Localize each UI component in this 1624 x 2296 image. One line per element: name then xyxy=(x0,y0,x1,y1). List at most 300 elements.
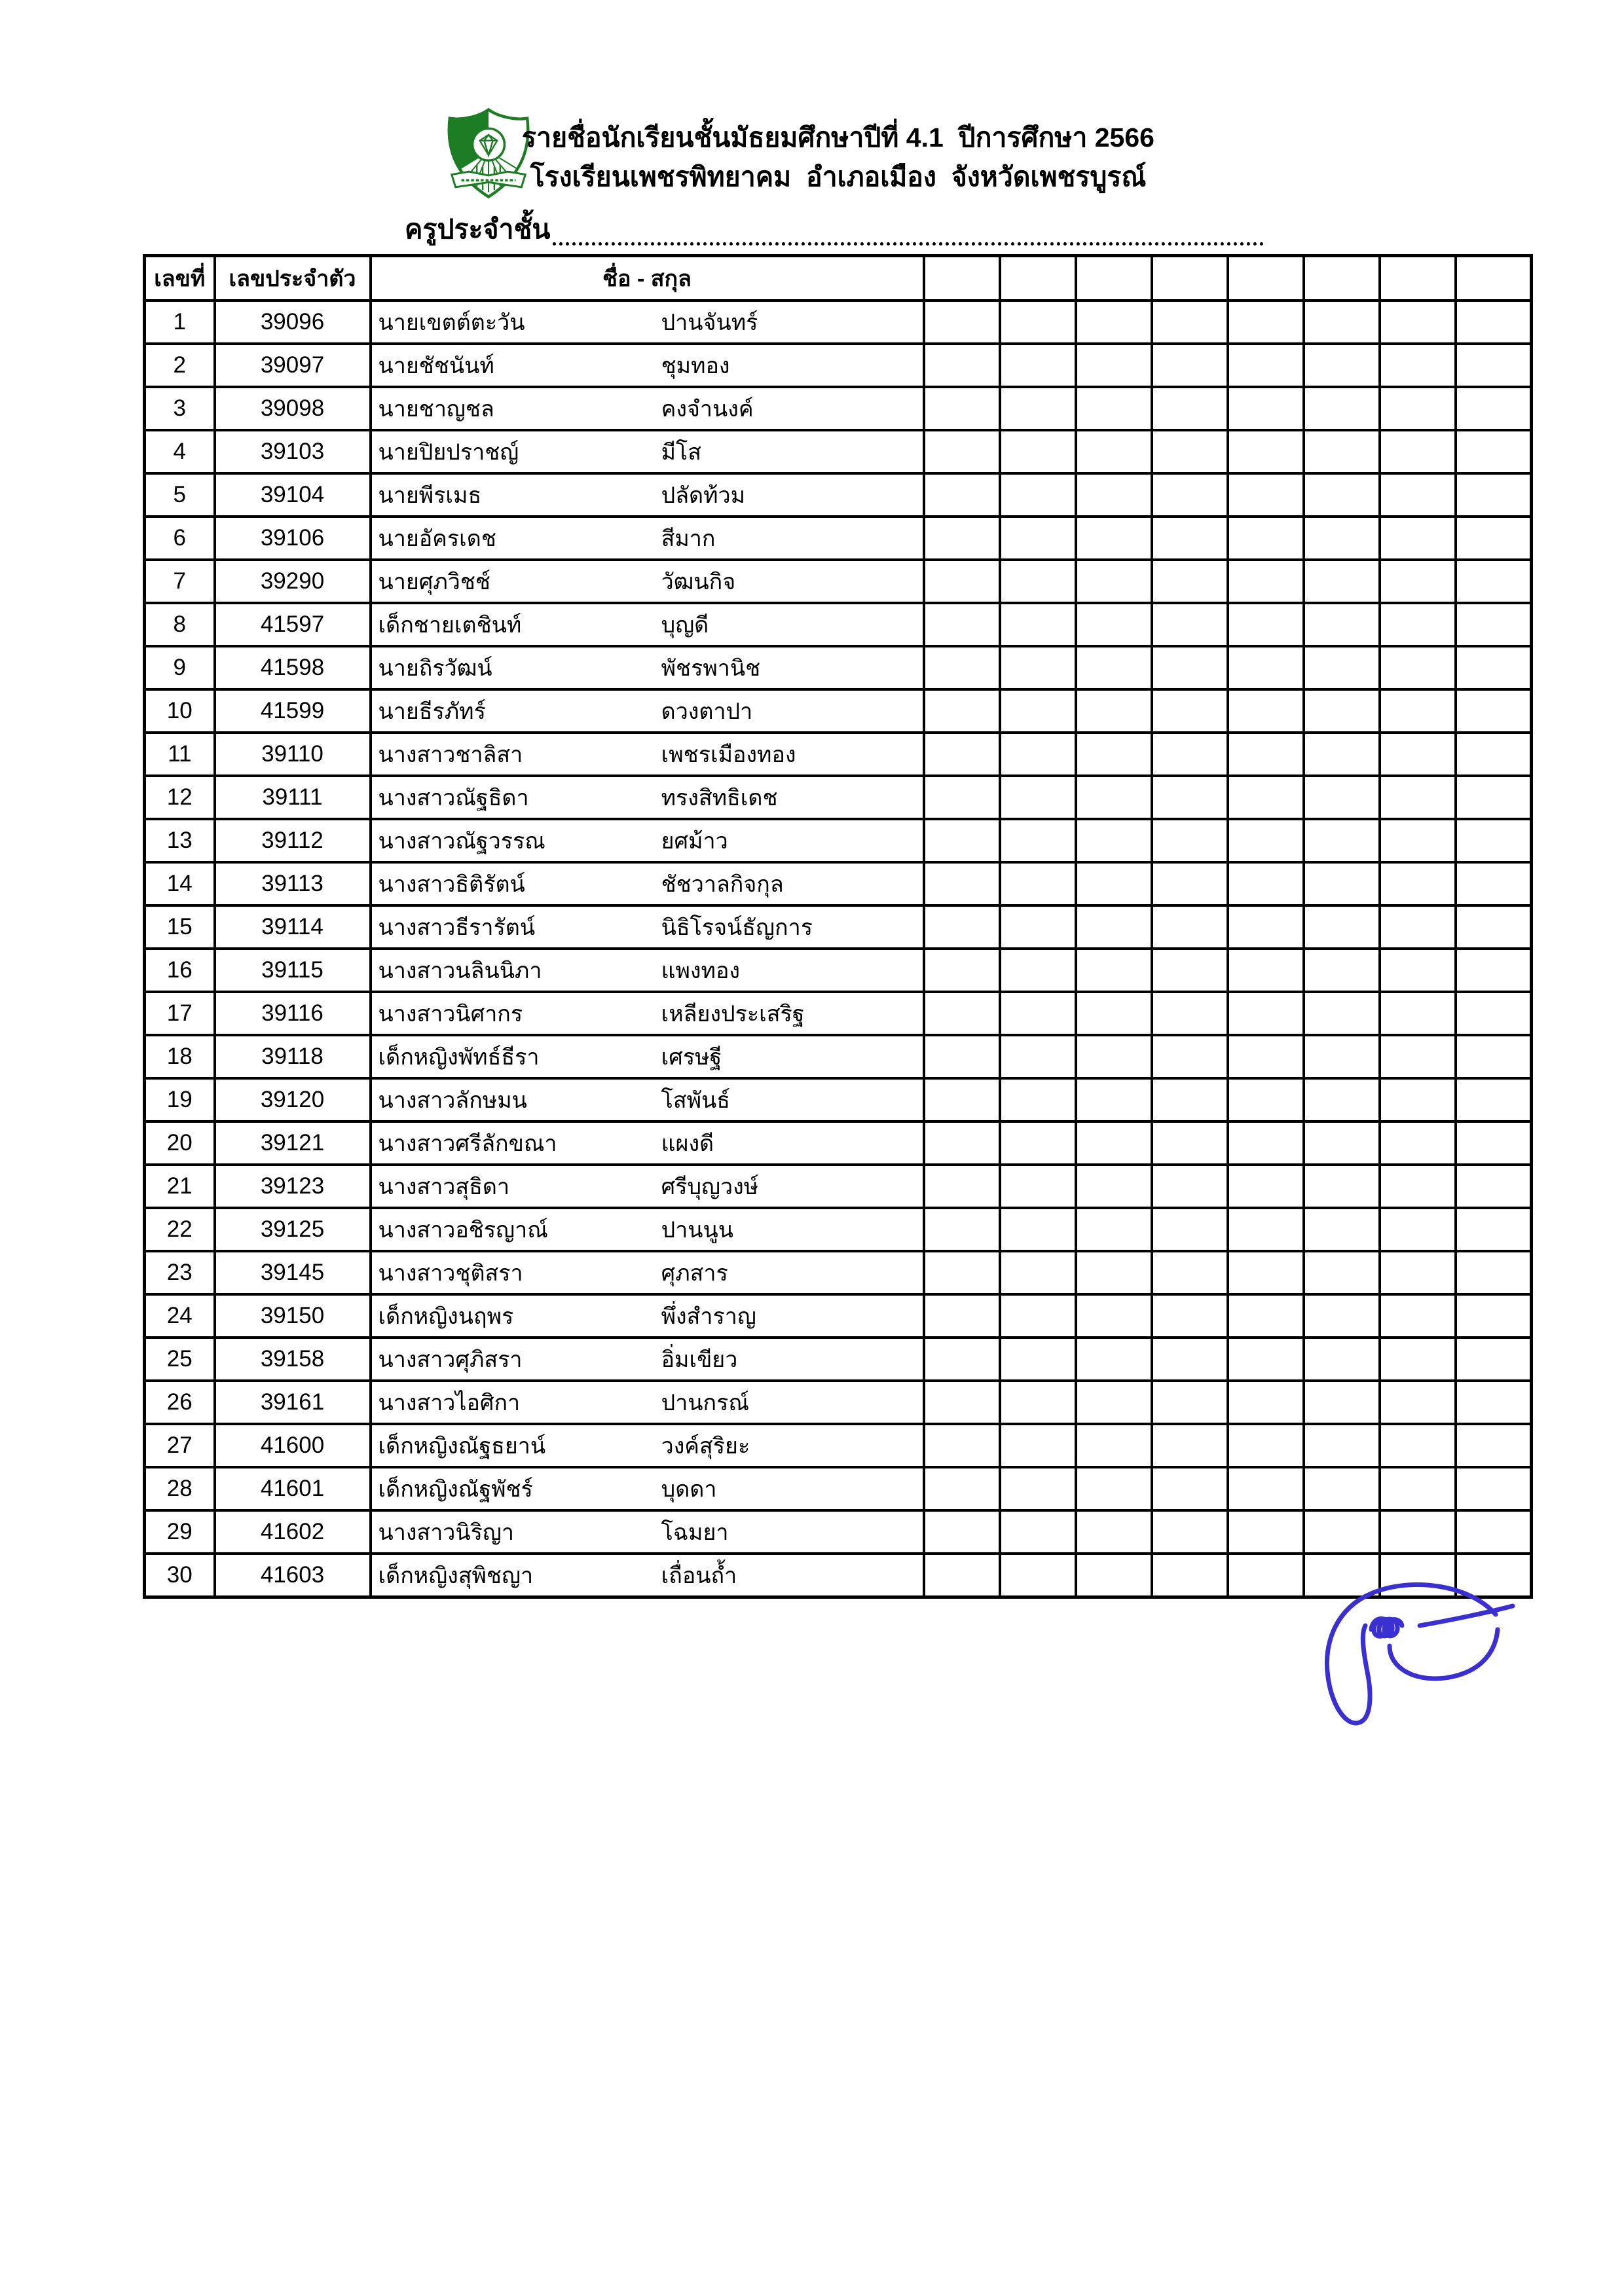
student-name-wrap xyxy=(372,693,923,729)
blank-cell xyxy=(1304,344,1380,387)
blank-cell xyxy=(1456,819,1532,862)
blank-cell xyxy=(1228,1208,1304,1251)
blank-cell xyxy=(1076,1165,1152,1208)
blank-cell xyxy=(924,1510,1000,1554)
blank-cell xyxy=(924,646,1000,689)
student-last-name: เศรษฐี xyxy=(661,1045,722,1070)
blank-cell xyxy=(1076,387,1152,430)
blank-cell xyxy=(924,473,1000,517)
blank-cell xyxy=(1152,344,1228,387)
student-first-name: นายพีรเมธ xyxy=(378,483,482,508)
school-name-line: โรงเรียนเพชรพิทยาคม อำเภอเมือง จังหวัดเพชรบูรณ์ xyxy=(530,162,1147,192)
blank-cell xyxy=(1076,517,1152,560)
student-name-cell xyxy=(371,1208,924,1251)
student-id-cell: 39161 xyxy=(215,1381,371,1424)
blank-cell xyxy=(1228,862,1304,905)
blank-cell xyxy=(1000,430,1076,473)
blank-cell xyxy=(1076,1381,1152,1424)
blank-cell xyxy=(924,1338,1000,1381)
student-last-name: ปานจันทร์ xyxy=(661,310,758,335)
row-number-cell: 26 xyxy=(145,1381,215,1424)
row-number-cell: 15 xyxy=(145,905,215,949)
blank-cell xyxy=(1076,560,1152,603)
student-id-cell: 39110 xyxy=(215,733,371,776)
student-name-cell xyxy=(371,1554,924,1597)
blank-cell xyxy=(1152,1078,1228,1121)
blank-cell xyxy=(1380,1424,1456,1467)
blank-cell xyxy=(1304,473,1380,517)
blank-cell xyxy=(1076,905,1152,949)
student-id-cell: 39114 xyxy=(215,905,371,949)
blank-cell xyxy=(1228,646,1304,689)
student-first-name: นางสาวธิติรัตน์ xyxy=(378,872,525,897)
blank-cell xyxy=(1152,1294,1228,1338)
table-row xyxy=(145,1121,1532,1165)
student-first-name: นางสาวศุภิสรา xyxy=(378,1347,523,1372)
student-id-cell: 39104 xyxy=(215,473,371,517)
table-row xyxy=(145,776,1532,819)
blank-cell xyxy=(1304,1510,1380,1554)
student-last-name: พัชรพานิช xyxy=(661,656,761,681)
blank-cell xyxy=(1152,1251,1228,1294)
student-name-cell xyxy=(371,1035,924,1078)
table-row xyxy=(145,1424,1532,1467)
blank-cell xyxy=(1076,862,1152,905)
blank-cell xyxy=(1380,733,1456,776)
student-name-wrap xyxy=(372,650,923,685)
blank-cell xyxy=(924,1251,1000,1294)
student-name-cell xyxy=(371,344,924,387)
blank-cell xyxy=(1228,819,1304,862)
blank-cell xyxy=(924,1294,1000,1338)
homeroom-teacher-label: ครูประจำชั้น xyxy=(405,214,551,244)
student-last-name: เพชรเมืองทอง xyxy=(661,742,796,767)
blank-cell xyxy=(1076,1121,1152,1165)
student-name-cell xyxy=(371,517,924,560)
student-id-cell: 39158 xyxy=(215,1338,371,1381)
student-first-name: นายเขตต์ตะวัน xyxy=(378,310,525,335)
blank-cell xyxy=(1380,776,1456,819)
blank-cell xyxy=(1456,387,1532,430)
blank-cell xyxy=(1152,430,1228,473)
blank-cell xyxy=(1456,1338,1532,1381)
student-name-cell xyxy=(371,733,924,776)
student-name-wrap xyxy=(372,823,923,858)
student-name-wrap xyxy=(372,520,923,556)
row-number-cell: 6 xyxy=(145,517,215,560)
blank-cell xyxy=(1000,819,1076,862)
blank-cell xyxy=(1380,905,1456,949)
blank-cell xyxy=(1456,1078,1532,1121)
blank-cell xyxy=(1152,1424,1228,1467)
blank-cell xyxy=(1380,387,1456,430)
row-number-cell: 10 xyxy=(145,689,215,733)
table-row xyxy=(145,819,1532,862)
row-number-cell: 30 xyxy=(145,1554,215,1597)
header-blank xyxy=(924,256,1000,301)
student-last-name: ปลัดท้วม xyxy=(661,483,746,508)
student-last-name: พึ่งสำราญ xyxy=(661,1304,756,1329)
blank-cell xyxy=(1456,1165,1532,1208)
blank-cell xyxy=(1152,517,1228,560)
blank-cell xyxy=(1380,1338,1456,1381)
blank-cell xyxy=(1152,689,1228,733)
blank-cell xyxy=(1152,603,1228,646)
student-last-name: ศุภสาร xyxy=(661,1261,728,1286)
row-number-cell: 5 xyxy=(145,473,215,517)
student-id-cell: 41602 xyxy=(215,1510,371,1554)
table-row xyxy=(145,517,1532,560)
blank-cell xyxy=(1304,560,1380,603)
blank-cell xyxy=(1076,1035,1152,1078)
student-name-cell xyxy=(371,949,924,992)
blank-cell xyxy=(1000,301,1076,344)
row-number-cell: 23 xyxy=(145,1251,215,1294)
blank-cell xyxy=(1076,1467,1152,1510)
student-id-cell: 41598 xyxy=(215,646,371,689)
table-row xyxy=(145,1165,1532,1208)
row-number-cell: 27 xyxy=(145,1424,215,1467)
blank-cell xyxy=(1000,862,1076,905)
student-name-wrap xyxy=(372,304,923,340)
blank-cell xyxy=(1304,949,1380,992)
blank-cell xyxy=(1380,430,1456,473)
student-name-wrap xyxy=(372,996,923,1031)
student-id-cell: 39111 xyxy=(215,776,371,819)
student-first-name: นางสาวอชิรญาณ์ xyxy=(378,1218,548,1243)
blank-cell xyxy=(924,517,1000,560)
blank-cell xyxy=(1000,992,1076,1035)
table-row xyxy=(145,1510,1532,1554)
blank-cell xyxy=(1000,949,1076,992)
blank-cell xyxy=(1000,1424,1076,1467)
blank-cell xyxy=(1456,862,1532,905)
blank-cell xyxy=(1456,1251,1532,1294)
student-roster-table xyxy=(143,254,1533,1599)
blank-cell xyxy=(1304,1165,1380,1208)
header-blank xyxy=(1152,256,1228,301)
blank-cell xyxy=(1000,1467,1076,1510)
row-number-cell: 12 xyxy=(145,776,215,819)
handwritten-signature xyxy=(1291,1566,1517,1736)
row-number-cell: 25 xyxy=(145,1338,215,1381)
blank-cell xyxy=(1076,689,1152,733)
blank-cell xyxy=(1304,819,1380,862)
student-id-cell: 39097 xyxy=(215,344,371,387)
student-id-cell: 39103 xyxy=(215,430,371,473)
blank-cell xyxy=(1380,949,1456,992)
blank-cell xyxy=(1304,1121,1380,1165)
student-id-cell: 39290 xyxy=(215,560,371,603)
row-number-cell: 4 xyxy=(145,430,215,473)
student-name-cell xyxy=(371,301,924,344)
blank-cell xyxy=(924,905,1000,949)
blank-cell xyxy=(1228,560,1304,603)
blank-cell xyxy=(1304,776,1380,819)
blank-cell xyxy=(1228,1165,1304,1208)
blank-cell xyxy=(1000,387,1076,430)
header-blank xyxy=(1456,256,1532,301)
student-last-name: แผงดี xyxy=(661,1131,714,1156)
table-row xyxy=(145,905,1532,949)
header-blank xyxy=(1304,256,1380,301)
student-first-name: เด็กหญิงณัฐธยาน์ xyxy=(378,1434,546,1459)
blank-cell xyxy=(1152,733,1228,776)
blank-cell xyxy=(1304,905,1380,949)
blank-cell xyxy=(1152,992,1228,1035)
blank-cell xyxy=(924,344,1000,387)
blank-cell xyxy=(1304,862,1380,905)
student-name-cell xyxy=(371,1251,924,1294)
student-id-cell: 41600 xyxy=(215,1424,371,1467)
student-name-cell xyxy=(371,689,924,733)
blank-cell xyxy=(1000,1035,1076,1078)
blank-cell xyxy=(1304,517,1380,560)
blank-cell xyxy=(1456,430,1532,473)
blank-cell xyxy=(1152,1208,1228,1251)
student-name-wrap xyxy=(372,477,923,513)
blank-cell xyxy=(1228,1338,1304,1381)
header-blank xyxy=(1076,256,1152,301)
student-last-name: แพงทอง xyxy=(661,958,740,983)
row-number-cell: 24 xyxy=(145,1294,215,1338)
student-name-cell xyxy=(371,473,924,517)
blank-cell xyxy=(1456,1121,1532,1165)
header-name: ชื่อ - สกุล xyxy=(371,256,924,301)
header-no: เลขที่ xyxy=(145,256,215,301)
student-id-cell: 41601 xyxy=(215,1467,371,1510)
student-last-name: บุดดา xyxy=(661,1477,717,1502)
blank-cell xyxy=(1456,1035,1532,1078)
student-name-wrap xyxy=(372,1125,923,1161)
blank-cell xyxy=(924,1121,1000,1165)
blank-cell xyxy=(1152,301,1228,344)
student-name-wrap xyxy=(372,737,923,772)
blank-cell xyxy=(1456,733,1532,776)
student-first-name: นางสาวลักษมน xyxy=(378,1088,527,1113)
student-name-cell xyxy=(371,646,924,689)
blank-cell xyxy=(1076,1510,1152,1554)
student-name-wrap xyxy=(372,1212,923,1247)
student-first-name: นางสาวนิริญา xyxy=(378,1520,514,1545)
blank-cell xyxy=(1304,1467,1380,1510)
row-number-cell: 7 xyxy=(145,560,215,603)
student-id-cell: 39113 xyxy=(215,862,371,905)
blank-cell xyxy=(924,689,1000,733)
blank-cell xyxy=(924,862,1000,905)
blank-cell xyxy=(1380,560,1456,603)
student-last-name: โฉมยา xyxy=(661,1520,729,1545)
student-name-cell xyxy=(371,1510,924,1554)
blank-cell xyxy=(1228,1424,1304,1467)
student-first-name: นางสาวชุติสรา xyxy=(378,1261,523,1286)
blank-cell xyxy=(1000,646,1076,689)
student-id-cell: 39125 xyxy=(215,1208,371,1251)
blank-cell xyxy=(1380,862,1456,905)
blank-cell xyxy=(1000,560,1076,603)
blank-cell xyxy=(1380,992,1456,1035)
blank-cell xyxy=(1076,430,1152,473)
table-header-row xyxy=(145,256,1532,301)
row-number-cell: 1 xyxy=(145,301,215,344)
student-id-cell: 41599 xyxy=(215,689,371,733)
row-number-cell: 28 xyxy=(145,1467,215,1510)
blank-cell xyxy=(924,430,1000,473)
blank-cell xyxy=(1228,1294,1304,1338)
student-name-wrap xyxy=(372,953,923,988)
table-row xyxy=(145,646,1532,689)
table-row xyxy=(145,862,1532,905)
blank-cell xyxy=(1456,301,1532,344)
blank-cell xyxy=(1228,905,1304,949)
blank-cell xyxy=(1304,387,1380,430)
table-row xyxy=(145,1467,1532,1510)
blank-cell xyxy=(1380,689,1456,733)
table-row xyxy=(145,1208,1532,1251)
student-last-name: โสพันธ์ xyxy=(661,1088,731,1113)
table-row xyxy=(145,387,1532,430)
blank-cell xyxy=(1228,949,1304,992)
student-name-cell xyxy=(371,1165,924,1208)
blank-cell xyxy=(1380,1510,1456,1554)
row-number-cell: 29 xyxy=(145,1510,215,1554)
header-blank xyxy=(1000,256,1076,301)
blank-cell xyxy=(1228,992,1304,1035)
student-first-name: เด็กหญิงสุพิชญา xyxy=(378,1563,534,1588)
student-name-cell xyxy=(371,1121,924,1165)
blank-cell xyxy=(1228,1381,1304,1424)
student-last-name: เหลียงประเสริฐ xyxy=(661,1002,805,1027)
row-number-cell: 2 xyxy=(145,344,215,387)
student-first-name: เด็กชายเตชินท์ xyxy=(378,613,522,638)
blank-cell xyxy=(1380,344,1456,387)
blank-cell xyxy=(1000,517,1076,560)
student-name-cell xyxy=(371,1467,924,1510)
student-id-cell: 39150 xyxy=(215,1294,371,1338)
blank-cell xyxy=(1076,473,1152,517)
student-name-cell xyxy=(371,862,924,905)
blank-cell xyxy=(1304,301,1380,344)
row-number-cell: 8 xyxy=(145,603,215,646)
blank-cell xyxy=(924,603,1000,646)
blank-cell xyxy=(1000,905,1076,949)
blank-cell xyxy=(1152,1121,1228,1165)
blank-cell xyxy=(1076,603,1152,646)
student-name-cell xyxy=(371,603,924,646)
student-id-cell: 39123 xyxy=(215,1165,371,1208)
student-name-wrap xyxy=(372,1558,923,1593)
blank-cell xyxy=(924,1381,1000,1424)
blank-cell xyxy=(1076,819,1152,862)
student-name-wrap xyxy=(372,1255,923,1290)
blank-cell xyxy=(1456,603,1532,646)
row-number-cell: 14 xyxy=(145,862,215,905)
blank-cell xyxy=(1152,949,1228,992)
blank-cell xyxy=(1228,387,1304,430)
student-name-cell xyxy=(371,1078,924,1121)
row-number-cell: 21 xyxy=(145,1165,215,1208)
blank-cell xyxy=(1000,1078,1076,1121)
student-id-cell: 39118 xyxy=(215,1035,371,1078)
blank-cell xyxy=(924,1078,1000,1121)
student-name-cell xyxy=(371,1381,924,1424)
student-last-name: เถื่อนถ้ำ xyxy=(661,1563,737,1588)
blank-cell xyxy=(1152,862,1228,905)
table-row xyxy=(145,430,1532,473)
table-row xyxy=(145,1294,1532,1338)
student-first-name: นายปิยปราชญ์ xyxy=(378,440,519,465)
student-first-name: นางสาวชาลิสา xyxy=(378,742,523,767)
blank-cell xyxy=(1076,1338,1152,1381)
blank-cell xyxy=(1380,1121,1456,1165)
student-name-cell xyxy=(371,1294,924,1338)
row-number-cell: 22 xyxy=(145,1208,215,1251)
blank-cell xyxy=(924,1554,1000,1597)
student-name-wrap xyxy=(372,1428,923,1463)
student-id-cell: 39120 xyxy=(215,1078,371,1121)
document-title: รายชื่อนักเรียนชั้นมัธยมศึกษาปีที่ 4.1 ปีการศึกษา 2566 xyxy=(522,122,1154,153)
blank-cell xyxy=(1380,1294,1456,1338)
student-last-name: วัฒนกิจ xyxy=(661,570,736,594)
student-id-cell: 41597 xyxy=(215,603,371,646)
header-student-id: เลขประจำตัว xyxy=(215,256,371,301)
blank-cell xyxy=(1000,733,1076,776)
blank-cell xyxy=(1076,344,1152,387)
student-first-name: นางสาวสุธิดา xyxy=(378,1175,510,1199)
student-last-name: ดวงตาปา xyxy=(661,699,753,724)
student-last-name: ปานกรณ์ xyxy=(661,1391,749,1415)
student-name-wrap xyxy=(372,1169,923,1204)
blank-cell xyxy=(1456,905,1532,949)
table-row xyxy=(145,992,1532,1035)
blank-cell xyxy=(1000,1208,1076,1251)
blank-cell xyxy=(1456,560,1532,603)
blank-cell xyxy=(1076,1294,1152,1338)
blank-cell xyxy=(1228,603,1304,646)
student-name-wrap xyxy=(372,1082,923,1118)
table-row xyxy=(145,473,1532,517)
blank-cell xyxy=(1304,1035,1380,1078)
blank-cell xyxy=(1000,473,1076,517)
header-blank xyxy=(1228,256,1304,301)
table-row xyxy=(145,689,1532,733)
blank-cell xyxy=(1228,1510,1304,1554)
blank-cell xyxy=(1228,517,1304,560)
blank-cell xyxy=(1000,776,1076,819)
blank-cell xyxy=(1152,387,1228,430)
student-id-cell: 39116 xyxy=(215,992,371,1035)
blank-cell xyxy=(1000,689,1076,733)
blank-cell xyxy=(1228,1078,1304,1121)
student-first-name: นางสาวธีรารัตน์ xyxy=(378,915,536,940)
blank-cell xyxy=(1456,1294,1532,1338)
student-first-name: เด็กหญิงณัฐพัชร์ xyxy=(378,1477,533,1502)
blank-cell xyxy=(1152,1510,1228,1554)
blank-cell xyxy=(1456,689,1532,733)
row-number-cell: 11 xyxy=(145,733,215,776)
blank-cell xyxy=(924,1467,1000,1510)
blank-cell xyxy=(1152,905,1228,949)
blank-cell xyxy=(924,733,1000,776)
student-name-wrap xyxy=(372,780,923,815)
blank-cell xyxy=(924,301,1000,344)
student-name-cell xyxy=(371,430,924,473)
student-first-name: นายชัชนันท์ xyxy=(378,354,494,378)
student-name-wrap xyxy=(372,1471,923,1506)
student-first-name: นางสาวไอศิกา xyxy=(378,1391,521,1415)
blank-cell xyxy=(1228,473,1304,517)
blank-cell xyxy=(1456,1510,1532,1554)
